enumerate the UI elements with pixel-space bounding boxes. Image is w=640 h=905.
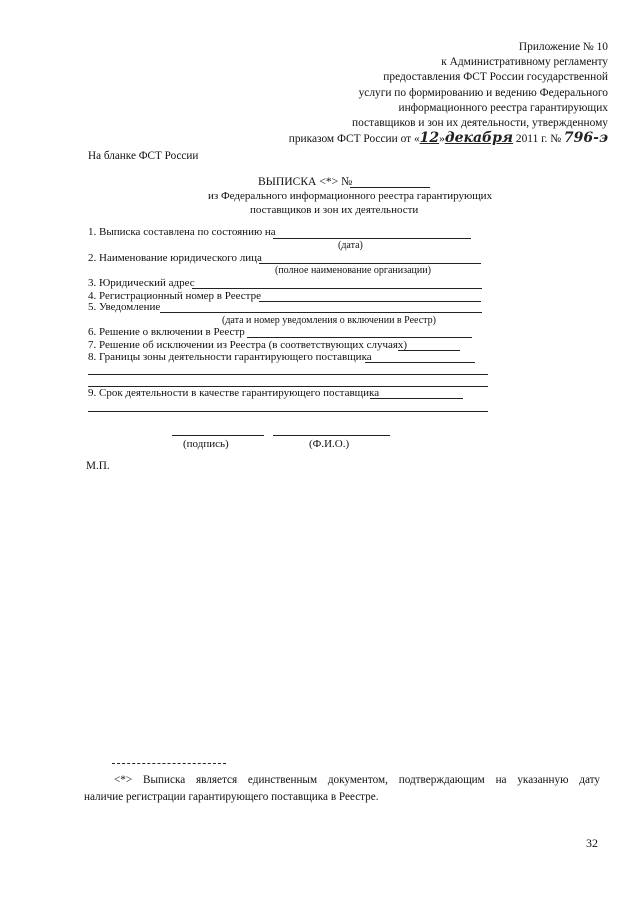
page-number: 32	[586, 836, 598, 850]
title-number-blank	[350, 187, 430, 188]
field-6-label: 6. Решение о включении в Реестр	[88, 326, 245, 338]
document-subtitle-2: поставщиков и зон их деятельности	[250, 204, 419, 216]
field-2-caption: (полное наименование организации)	[275, 265, 431, 276]
stamp-place: М.П.	[86, 460, 110, 472]
appendix-line: предоставления ФСТ России государственной	[383, 71, 608, 84]
signature-caption: (подпись)	[183, 438, 229, 450]
order-day-handwritten: 12	[419, 130, 440, 147]
field-4-blank[interactable]	[259, 301, 481, 302]
field-9-blank[interactable]	[370, 398, 463, 399]
footnote-line-2: наличие регистрации гарантирующего поставщика в Реестре.	[84, 791, 379, 803]
footnote	[84, 772, 600, 806]
field-8-label: 8. Границы зоны деятельности гарантирующего поставщика	[88, 351, 372, 363]
field-6-blank[interactable]	[247, 337, 472, 338]
field-7-blank[interactable]	[398, 350, 460, 351]
field-7-label: 7. Решение об исключении из Реестра (в соответствующих случаях)	[88, 339, 408, 351]
appendix-line: информационного реестра гарантирующих	[398, 101, 608, 114]
full-name-blank[interactable]	[273, 435, 390, 436]
footnote-separator	[112, 763, 226, 764]
order-year: 2011 г. №	[513, 133, 564, 146]
field-2-label: 2. Наименование юридического лица	[88, 252, 262, 264]
field-5-caption: (дата и номер уведомления о включении в Реестр)	[222, 315, 436, 326]
field-1-caption: (дата)	[338, 240, 363, 251]
signature-blank[interactable]	[172, 435, 264, 436]
order-month-handwritten: декабря	[444, 130, 514, 147]
document-title: ВЫПИСКА <*> №	[258, 175, 353, 188]
appendix-line: Приложение № 10	[518, 41, 608, 53]
field-1-blank[interactable]	[273, 238, 471, 239]
field-3-label: 3. Юридический адрес	[88, 277, 195, 289]
field-2-blank[interactable]	[259, 263, 481, 264]
order-prefix: приказом ФСТ России от «	[288, 133, 420, 146]
appendix-line: поставщиков и зон их деятельности, утвержденному	[351, 117, 608, 130]
field-5-label: 5. Уведомление	[88, 301, 161, 313]
order-line	[289, 131, 608, 147]
field-9-blank-2[interactable]	[88, 411, 488, 412]
field-4-label: 4. Регистрационный номер в Реестре	[88, 290, 261, 302]
field-9-label: 9. Срок деятельности в качестве гарантирующего поставщика	[88, 387, 380, 399]
field-8-blank-2[interactable]	[88, 374, 488, 375]
appendix-header	[289, 40, 608, 147]
field-3-blank[interactable]	[192, 288, 482, 289]
appendix-line: к Административному регламенту	[441, 56, 608, 69]
appendix-line: услуги по формированию и ведению Федерального	[358, 86, 608, 99]
field-1-label: 1. Выписка составлена по состоянию на	[88, 226, 276, 238]
field-5-blank[interactable]	[160, 312, 482, 313]
letterhead-note: На бланке ФСТ России	[88, 150, 199, 162]
order-number-handwritten: 796-э	[563, 130, 608, 147]
document-subtitle-1: из Федерального информационного реестра гарантирующих	[208, 190, 493, 202]
full-name-caption: (Ф.И.О.)	[309, 438, 350, 450]
order-mid: »	[439, 133, 445, 146]
field-8-blank[interactable]	[365, 362, 475, 363]
footnote-line-1: <*> Выписка является единственным документом, подтверждающим на указанную дату	[114, 774, 600, 786]
